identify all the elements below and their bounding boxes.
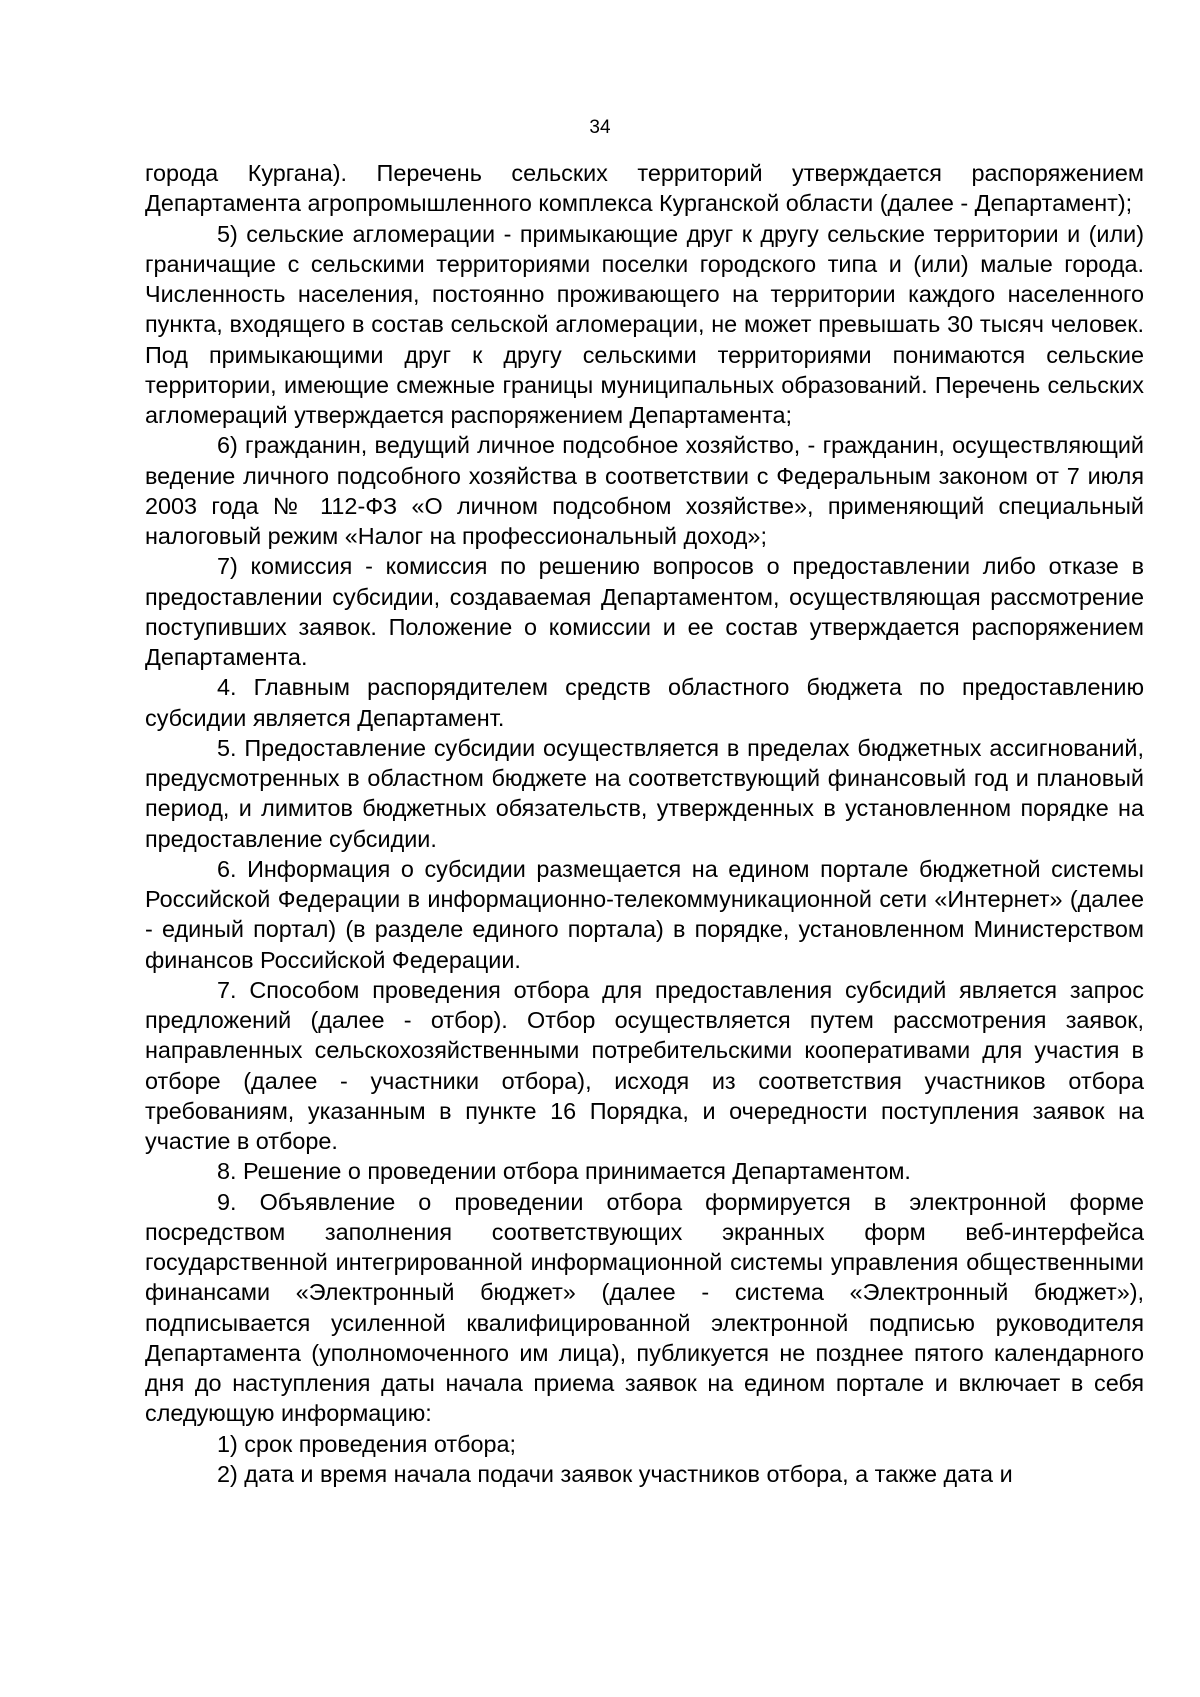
page-number: 34 (589, 117, 611, 138)
paragraph-item-5: 5) сельские агломерации - примыкающие друг к другу сельские территории и (или) граничащие с сельскими территориями поселки городского типа и (или) малые города. Численность населения, постоянно проживающего на территории каждого населенного пункта, входящего в состав сельской агломерации, не может превышать 30 тысяч человек. Под примыкающими друг к другу сельскими территориями понимаются сельские территории, имеющие смежные границы муниципальных образований. Перечень сельских агломераций утверждается распоряжением Департамента; (145, 220, 1144, 428)
paragraph-continuation: города Кургана). Перечень сельских территорий утверждается распоряжением Департамента агропромышленного комплекса Курганской области (далее - Департамент); (145, 160, 1144, 217)
paragraph-clause-4: 4. Главным распорядителем средств областного бюджета по предоставлению субсидии является Департамент. (145, 674, 1144, 731)
paragraph-item-7: 7) комиссия - комиссия по решению вопросов о предоставлении либо отказе в предоставлении субсидии, создаваемая Департаментом, осуществляющая рассмотрение поступивших заявок. Положение о комиссии и ее состав утверждается распоряжением Департамента. (145, 553, 1144, 670)
paragraph-clause-7: 7. Способом проведения отбора для предоставления субсидий является запрос предложений (далее - отбор). Отбор осуществляется путем рассмотрения заявок, направленных сельскохозяйственными потребительскими кооперативами для участия в отборе (далее - участники отбора), исходя из соответствия участников отбора требованиям, указанным в пункте 16 Порядка, и очередности поступления заявок на участие в отборе. (145, 976, 1144, 1154)
paragraph-clause-8: 8. Решение о проведении отбора принимается Департаментом. (217, 1158, 911, 1185)
paragraph-subitem-2: 2) дата и время начала подачи заявок участников отбора, а также дата и (217, 1460, 1013, 1487)
paragraph-clause-5: 5. Предоставление субсидии осуществляется в пределах бюджетных ассигнований, предусмотренных в областном бюджете на соответствующий финансовый год и плановый период, и лимитов бюджетных обязательств, утвержденных в установленном порядке на предоставление субсидии. (145, 734, 1144, 852)
paragraph-clause-9: 9. Объявление о проведении отбора формируется в электронной форме посредством заполнения соответствующих экранных форм веб-интерфейса государственной интегрированной информационной системы управления общественными финансами «Электронный бюджет» (далее - система «Электронный бюджет»), подписывается усиленной квалифицированной электронной подписью руководителя Департамента (уполномоченного им лица), публикуется не позднее пятого календарного дня до наступления даты начала приема заявок на едином портале и включает в себя следующую информацию: (145, 1188, 1144, 1427)
paragraph-subitem-1: 1) срок проведения отбора; (217, 1430, 517, 1457)
document-body (145, 158, 1144, 1489)
paragraph-clause-6: 6. Информация о субсидии размещается на едином портале бюджетной системы Российской Федерации в информационно-телекоммуникационной сети «Интернет» (далее - единый портал) (в разделе единого портала) в порядке, установленном Министерством финансов Российской Федерации. (145, 855, 1144, 973)
paragraph-item-6: 6) гражданин, ведущий личное подсобное хозяйство, - гражданин, осуществляющий ведение личного подсобного хозяйства в соответствии с Федеральным законом от 7 июля 2003 года № 112-ФЗ «О личном подсобном хозяйстве», применяющий специальный налоговый режим «Налог на профессиональный доход»; (145, 432, 1144, 549)
